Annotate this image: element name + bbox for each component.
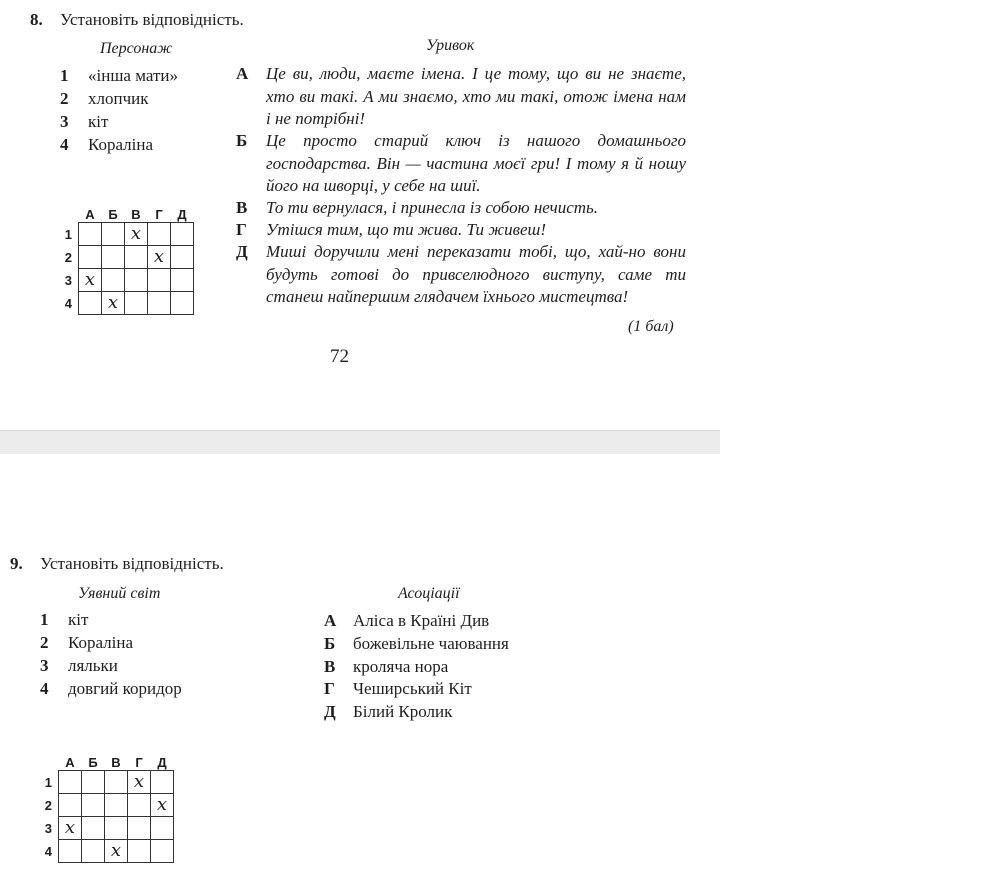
grid-col-header: А: [65, 755, 75, 770]
grid-cell[interactable]: x: [148, 246, 171, 269]
q8-option-letter: А: [236, 64, 249, 83]
q9-item-text: довгий коридор: [68, 679, 182, 698]
q8-item-number: 3: [60, 112, 69, 131]
grid-cell[interactable]: [151, 817, 174, 840]
question-8-number: 8.: [30, 10, 43, 29]
grid-cell[interactable]: [128, 794, 151, 817]
grid-cell[interactable]: x: [102, 292, 125, 315]
grid-cell[interactable]: [82, 817, 105, 840]
grid-cell[interactable]: [171, 246, 194, 269]
grid-cell[interactable]: [148, 292, 171, 315]
page-number: 72: [330, 346, 349, 367]
grid-cell[interactable]: [59, 771, 82, 794]
grid-cell[interactable]: x: [59, 817, 82, 840]
page-divider: [0, 430, 720, 454]
q9-option-letter: А: [324, 611, 337, 630]
grid-row-header: 1: [64, 226, 72, 242]
q9-item-number: 1: [40, 610, 49, 629]
q8-option-text: Утішся тим, що ти жива. Ти живеш!: [266, 220, 547, 239]
grid-cell[interactable]: [151, 771, 174, 794]
grid-cell[interactable]: x: [128, 771, 151, 794]
grid-cell[interactable]: [105, 817, 128, 840]
grid-cell[interactable]: [79, 292, 102, 315]
grid-cell[interactable]: x: [125, 223, 148, 246]
q8-item-number: 4: [60, 135, 69, 154]
q9-option-text: Білий Кролик: [353, 702, 453, 721]
grid-cell[interactable]: [59, 794, 82, 817]
grid-cell[interactable]: [128, 840, 151, 863]
question-8-instruction: Установіть відповідність.: [60, 10, 244, 29]
grid-col-header: Б: [108, 207, 118, 222]
q9-answer-grid: [30, 750, 174, 863]
grid-col-header: В: [131, 207, 141, 222]
grid-cell[interactable]: [59, 840, 82, 863]
grid-row-header: 1: [44, 774, 52, 790]
grid-cell[interactable]: [105, 794, 128, 817]
q8-item-number: 1: [60, 66, 69, 85]
q8-option-text: Це просто старий ключ із нашого домашнього господарства. Він — частина моєї гри! І тому я й ношу його на шворці, у себе на шиї.: [266, 131, 686, 195]
q9-option-text: кроляча нора: [353, 657, 449, 676]
q8-item-text: «інша мати»: [88, 66, 178, 85]
q9-option-letter: Д: [324, 702, 336, 721]
grid-cell[interactable]: [128, 817, 151, 840]
grid-col-header: В: [111, 755, 121, 770]
grid-row-header: 2: [44, 797, 52, 813]
grid-cell[interactable]: [125, 269, 148, 292]
q8-option-text: Це ви, люди, маєте імена. І це тому, що ви не знаєте, хто ви такі. А ми знаємо, хто ми такі, отож імена нам і не потрібні!: [266, 64, 686, 128]
q9-option-letter: Г: [324, 679, 335, 698]
q8-option-text: То ти вернулася, і принесла із собою нечисть.: [266, 198, 599, 217]
q9-item-text: ляльки: [68, 656, 118, 675]
grid-row-header: 4: [44, 843, 52, 859]
grid-cell[interactable]: [102, 223, 125, 246]
q9-option-text: божевільне чаювання: [353, 634, 509, 653]
grid-cell[interactable]: [102, 246, 125, 269]
grid-cell[interactable]: [105, 771, 128, 794]
grid-cell[interactable]: [171, 269, 194, 292]
q9-item-text: Кораліна: [68, 633, 134, 652]
grid-row-header: 3: [64, 272, 72, 288]
q8-points: (1 бал): [628, 318, 674, 335]
grid-corner: [50, 202, 79, 223]
q8-option-letter: Г: [236, 220, 247, 239]
grid-cell[interactable]: [148, 269, 171, 292]
grid-cell[interactable]: [125, 246, 148, 269]
grid-cell[interactable]: [171, 223, 194, 246]
grid-cell[interactable]: [151, 840, 174, 863]
grid-cell[interactable]: x: [105, 840, 128, 863]
grid-cell[interactable]: [82, 771, 105, 794]
grid-cell[interactable]: [102, 269, 125, 292]
q8-answer-grid: [50, 202, 194, 315]
grid-cell[interactable]: [82, 794, 105, 817]
q8-option-letter: В: [236, 198, 248, 217]
grid-cell[interactable]: [148, 223, 171, 246]
q8-option-letter: Б: [236, 131, 248, 150]
q9-option-letter: Б: [324, 634, 336, 653]
q8-item-text: кіт: [88, 112, 109, 131]
q9-option-text: Чеширський Кіт: [353, 679, 472, 698]
question-9-instruction: Установіть відповідність.: [40, 554, 224, 573]
q8-option-text: Миші доручили мені переказати тобі, що, хай-но вони будуть готові до привселюдного виступу, саме ти станеш найпершим глядачем їхнього мистецтва!: [266, 242, 686, 306]
grid-col-header: Г: [155, 207, 163, 222]
grid-col-header: Д: [177, 207, 187, 222]
q9-item-number: 3: [40, 656, 49, 675]
q9-item-number: 2: [40, 633, 49, 652]
grid-col-header: Г: [135, 755, 143, 770]
q9-item-text: кіт: [68, 610, 89, 629]
grid-cell[interactable]: [82, 840, 105, 863]
q8-item-text: Кораліна: [88, 135, 154, 154]
q8-item-text: хлопчик: [88, 89, 149, 108]
q8-item-number: 2: [60, 89, 69, 108]
grid-row-header: 2: [64, 249, 72, 265]
q8-option-letter: Д: [236, 242, 248, 261]
grid-cell[interactable]: [125, 292, 148, 315]
grid-cell[interactable]: x: [79, 269, 102, 292]
grid-cell[interactable]: [79, 246, 102, 269]
grid-corner: [30, 750, 59, 771]
q9-option-letter: В: [324, 657, 336, 676]
q8-right-header: Уривок: [426, 37, 475, 54]
grid-cell[interactable]: x: [151, 794, 174, 817]
grid-col-header: Б: [88, 755, 98, 770]
question-9-number: 9.: [10, 554, 23, 573]
q9-right-header: Асоціації: [398, 585, 460, 602]
q9-option-text: Аліса в Країні Див: [353, 611, 490, 630]
grid-col-header: Д: [157, 755, 167, 770]
q9-item-number: 4: [40, 679, 49, 698]
grid-row-header: 3: [44, 820, 52, 836]
grid-cell[interactable]: [79, 223, 102, 246]
q8-left-header: Персонаж: [100, 40, 173, 57]
grid-col-header: А: [85, 207, 95, 222]
q9-left-header: Уявний світ: [78, 585, 161, 602]
grid-cell[interactable]: [171, 292, 194, 315]
grid-row-header: 4: [64, 295, 72, 311]
